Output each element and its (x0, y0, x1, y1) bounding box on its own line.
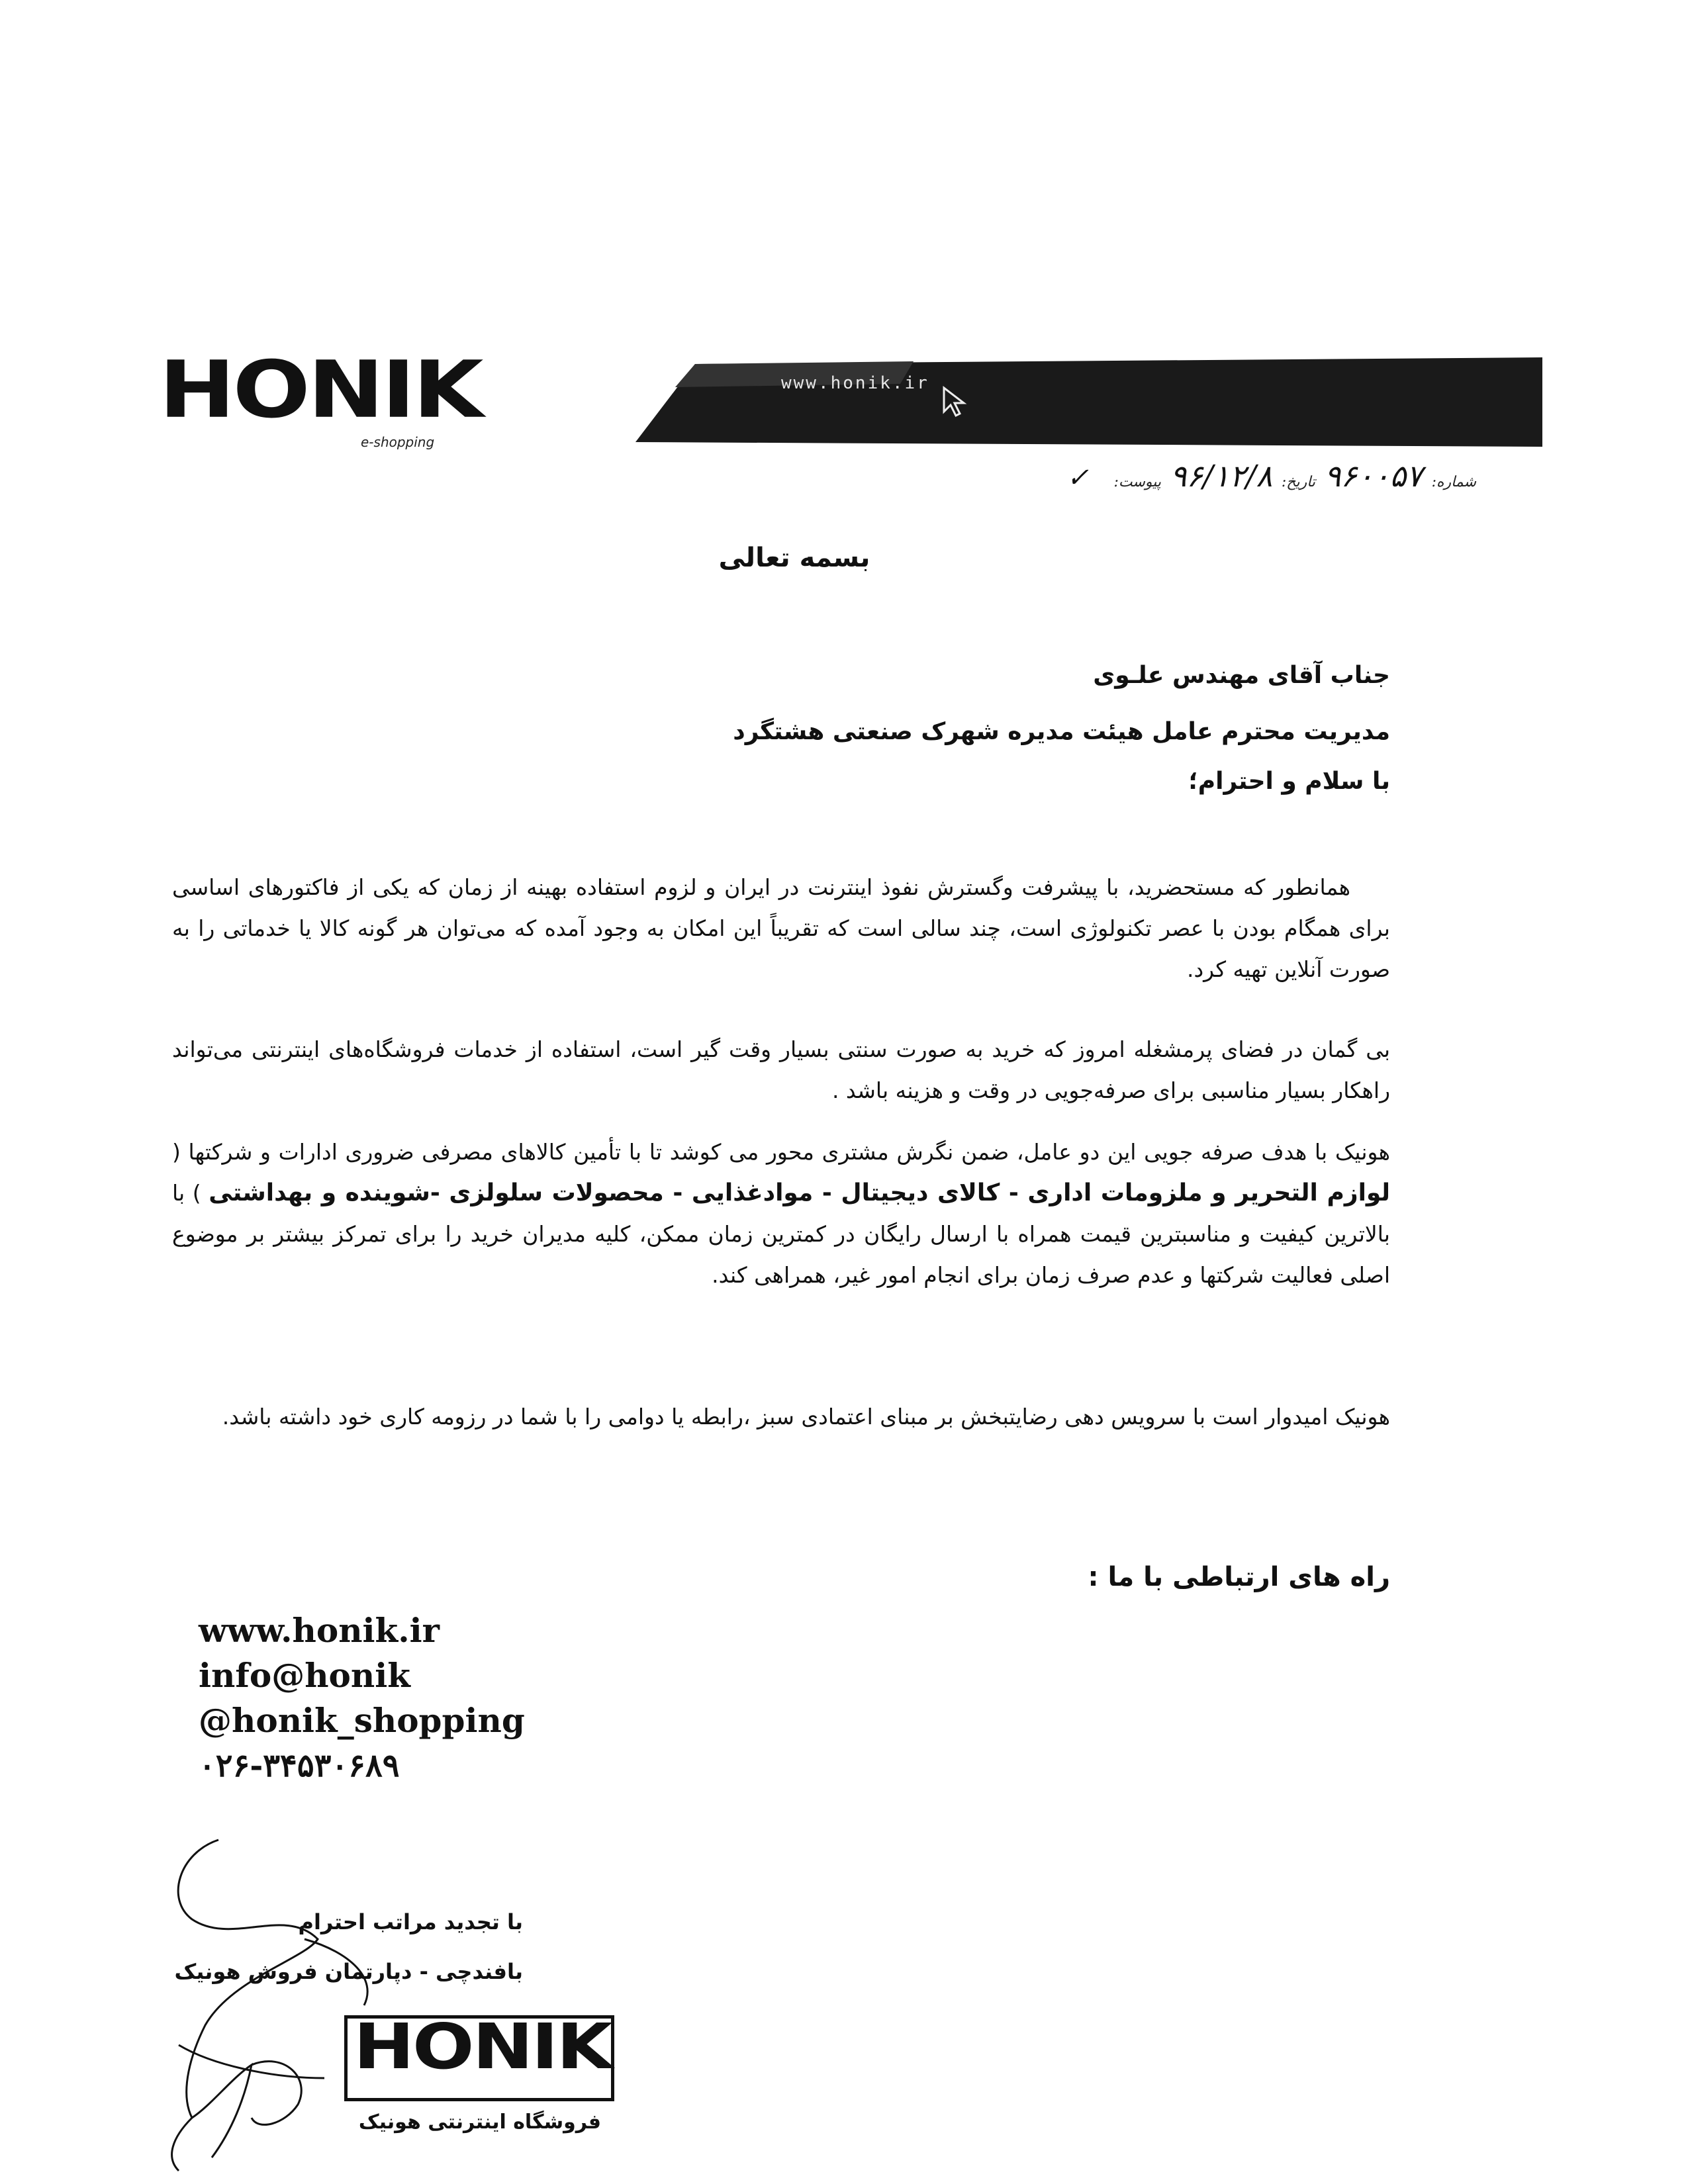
number-value: ۹۶۰۰۵۷ (1324, 458, 1423, 494)
banner-url: www.honik.ir (781, 373, 929, 393)
contact-website[interactable]: www.honik.ir (199, 1611, 440, 1650)
honik-logo (159, 343, 481, 450)
paragraph-1: همانطور که مستحضرید، با پیشرفت وگسترش نفوذ اینترنت در ایران و لزوم استفاده بهینه از زمان که یکی از فاکتورهای اساسی برای همگام بودن با عصر تکنولوژی است، چند سالی است که تقریباً این امکان به وجود آمده که می‌توان هر گونه کالا یا خدماتی را به صورت آنلاین تهیه کرد. (172, 874, 1390, 982)
header-banner (635, 357, 1542, 447)
basmala: بسمه تعالی (718, 543, 870, 573)
number-label: شماره: (1431, 474, 1476, 490)
attachment-mark: ✓ (1066, 463, 1089, 493)
banner-shape (635, 357, 1542, 447)
contact-social[interactable]: @honik_shopping (199, 1701, 525, 1740)
logo-subtitle: e-shopping (361, 434, 435, 450)
cursor-icon (940, 385, 974, 420)
letter-meta (947, 458, 1476, 504)
paragraph-4: هونیک امیدوار است با سرویس دهی رضایتبخش بر مبنای اعتمادی سبز ،رابطه یا دوامی را با شما در رزومه کاری خود داشته باشد. (222, 1404, 1390, 1430)
paragraph-3-start: هونیک با هدف صرفه جویی این دو عامل، ضمن نگرش مشتری محور می کوشد تا با تأمین کالاهای مصرفی ضروری ادارات و شرکتها ( (172, 1139, 1390, 1165)
recipient-title: مدیریت محترم عامل هیئت مدیره شهرک صنعتی هشتگرد (733, 718, 1390, 745)
closing-line-1: با تجدید مراتب احترام (298, 1909, 523, 1934)
contact-email[interactable]: info@honik (199, 1656, 410, 1695)
greeting: با سلام و احترام؛ (1188, 768, 1390, 795)
contacts-title: راه های ارتباطی با ما : (1088, 1562, 1390, 1592)
company-stamp (344, 2010, 616, 2154)
date-label: تاریخ: (1281, 474, 1316, 490)
paragraph-2: بی گمان در فضای پرمشغله امروز که خرید به صورت سنتی بسیار وقت گیر است، استفاده از خدمات فروشگاه‌های اینترنتی می‌تواند راهکار بسیار مناسبی برای صرفه‌جویی در وقت و هزینه باشد . (172, 1036, 1390, 1103)
product-categories: لوازم التحریر و ملزومات اداری - کالای دیجیتال - موادغذایی - محصولات سلولزی -شوینده و بهداشتی (209, 1179, 1391, 1206)
stamp-subtitle: فروشگاه اینترنتی هونیک (358, 2111, 602, 2134)
attachment-label: پیوست: (1113, 474, 1162, 490)
paragraph-3 (172, 1132, 1390, 1296)
contacts-list (199, 1608, 861, 1788)
date-value: ۹۶/۱۲/۸ (1170, 458, 1273, 494)
paragraph-3-end: ) با بالاترین کیفیت و مناسبترین قیمت همراه با ارسال رایگان در کمترین زمان ممکن، کلیه مدیران خرید را برای تمرکز بیشتر بر موضوع اصلی فعالیت شرکتها و عدم صرف زمان برای انجام امور غیر، همراهی کند. (172, 1180, 1390, 1288)
stamp-logo: HONIK (353, 2010, 611, 2083)
closing-line-2: بافندچی - دپارتمان فروش هونیک (174, 1959, 523, 1984)
logo-text: HONIK (159, 343, 481, 436)
recipient-name: جناب آقای مهندس علـوی (1093, 662, 1390, 689)
contact-phone: ۰۲۶-۳۴۵۳۰۶۸۹ (199, 1747, 400, 1784)
